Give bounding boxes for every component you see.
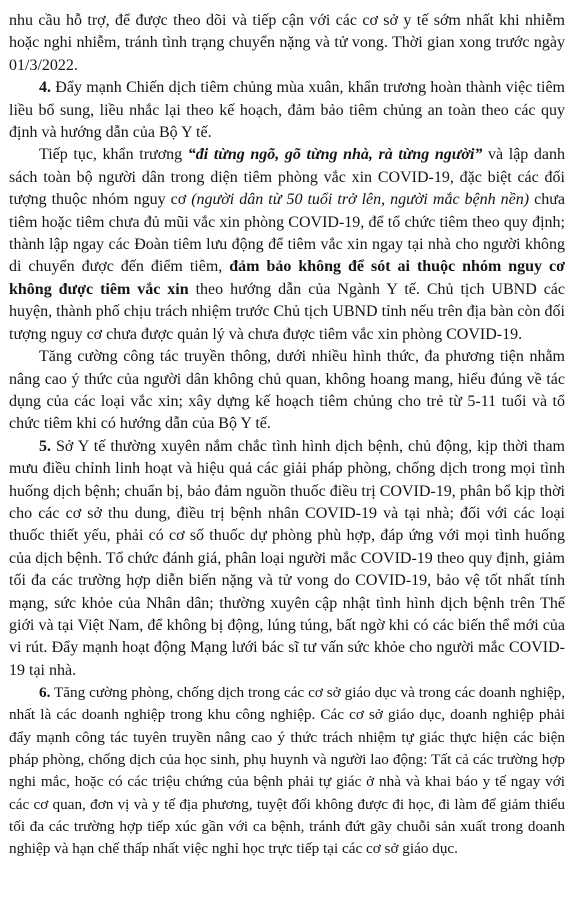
section-number: 5.	[39, 437, 51, 455]
paragraph-text: và lập danh sách toàn bộ người dân trong diện tiêm phòng vắc xin COVID-19, đặc biệt các đối tượng thuộc nhóm nguy cơ	[9, 146, 566, 209]
paragraph-door-to-door	[9, 144, 565, 346]
paragraph-text: khẩn trương hoàn thành việc tiêm liều bổ sung, liều nhắc lại theo kế hoạch, đảm bảo tiêm chủng an toàn theo các quy định và hướng dẫn của Bộ Y tế.	[9, 79, 565, 142]
paragraph-section-5	[9, 436, 565, 682]
paragraph-section-6	[9, 682, 565, 860]
paragraph-communication	[9, 346, 565, 436]
section-number: 6.	[39, 684, 51, 702]
slogan-quote: “đi từng ngõ, gõ từng nhà, rà từng người”	[187, 146, 483, 164]
paragraph-text: Tiếp tục, khẩn trương	[39, 146, 188, 164]
paragraph-text: theo hướng dẫn của Ngành Y tế. Chủ tịch UBND các huyện, thành phố chịu trách nhiệm trước Chủ tịch UBND tỉnh nếu trên địa bàn còn đối tượng nguy cơ chưa được quản lý và chưa được tiêm vắc xin phòng COVID-19.	[9, 280, 566, 343]
paragraph-section-4	[9, 77, 565, 144]
paragraph-support-needs	[9, 10, 565, 77]
paragraph-text: Tăng cường công tác truyền thông, dưới nhiều hình thức, đa phương tiện nhằm nâng cao ý thức của người dân không chủ quan, không hoang mang, hiểu đúng về tác dụng của các loại vắc xin; xây dựng kế hoạch tiêm chủng cho trẻ từ 5-11 tuổi và tổ chức tiêm khi có hướng dẫn của Bộ Y tế.	[9, 348, 565, 433]
section-lead: Đẩy mạnh Chiến dịch tiêm chủng mùa xuân,	[55, 79, 344, 97]
section-number: 4.	[39, 79, 51, 97]
paragraph-text: Sở Y tế thường xuyên nắm chắc tình hình dịch bệnh, chủ động, kịp thời tham mưu điều chỉnh linh hoạt và hiệu quả các giải pháp phòng, chống dịch trong mọi tình huống dịch bệnh; chuẩn bị, bảo đảm nguồn thuốc điều trị COVID-19, phân bổ kịp thời cho các cơ sở thu dung, điều trị bệnh nhân COVID-19 và tại nhà; đối với các loại thuốc thiết yếu, phải có cơ số thuốc dự phòng phù hợp, đáp ứng với mọi tình huống của dịch bệnh. Tổ chức đánh giá, phân loại người mắc COVID-19 theo quy định, giảm tối đa các trường hợp diễn biến nặng và tử vong do COVID-19, bảo vệ tốt nhất tính mạng, sức khỏe của Nhân dân; thường xuyên cập nhật tình hình dịch bệnh trên Thế giới và tại Việt Nam, để không bị động, lúng túng, bất ngờ khi có các biến thể mới của vi rút. Đẩy mạnh hoạt động Mạng lưới bác sĩ tư vấn sức khỏe cho người mắc COVID-19 tại nhà.	[9, 437, 565, 679]
paragraph-text: nhu cầu hỗ trợ, để được theo dõi và tiếp cận với các cơ sở y tế sớm nhất khi nhiễm hoặc nghi nhiễm, tránh tình trạng chuyển nặng và tử vong. Thời gian xong trước ngày 01/3/2022.	[9, 12, 565, 74]
emphasis-text: đảm bảo không để sót ai thuộc nhóm nguy cơ không được tiêm vắc xin	[9, 258, 565, 298]
risk-group-note: (người dân từ 50 tuổi trở lên, người mắc bệnh nền)	[191, 191, 530, 209]
paragraph-text: Tăng cường phòng, chống dịch trong các cơ sở giáo dục và trong các doanh nghiệp, nhất là các doanh nghiệp trong khu công nghiệp. Các cơ sở giáo dục, doanh nghiệp phải đẩy mạnh công tác tuyên truyền nâng cao ý thức trách nhiệm tự giác thực hiện các biện pháp phòng, chống dịch của học sinh, phụ huynh và người lao động: Tất cả các trường hợp nghi mắc, hoặc có các triệu chứng của bệnh phải tự giác ở nhà và khai báo y tế ngay với các cơ quan, đơn vị và y tế địa phương, tuyệt đối không được đi học, đi làm để giảm thiểu tối đa các trường hợp tiếp xúc gần với ca bệnh, tránh đứt gãy chuỗi sản xuất trong doanh nghiệp và hạn chế thấp nhất việc nghỉ học trực tiếp tại các cơ sở giáo dục.	[9, 684, 565, 858]
paragraph-text: chưa tiêm hoặc tiêm chưa đủ mũi vắc xin phòng COVID-19, để tổ chức tiêm theo quy định; thành lập ngay các Đoàn tiêm lưu động để tiêm vắc xin ngay tại nhà cho người không di chuyển được đến điểm tiêm,	[9, 191, 565, 276]
